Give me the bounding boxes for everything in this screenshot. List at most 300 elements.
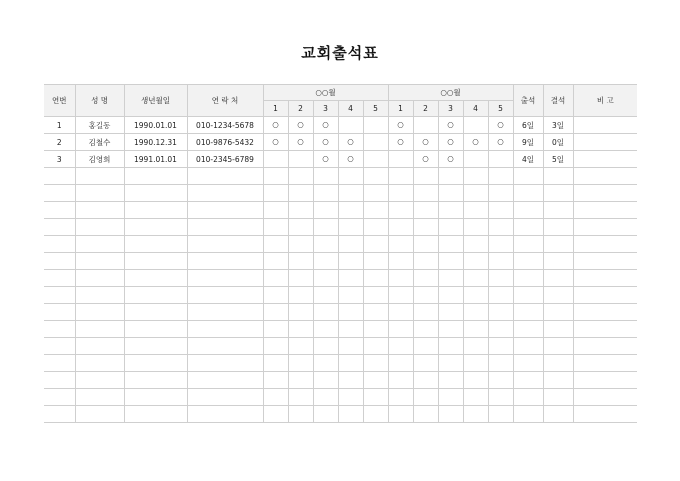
attendance-cell xyxy=(463,117,488,134)
empty-cell xyxy=(263,236,288,253)
row-contact: 010-2345-6789 xyxy=(187,151,263,168)
empty-cell xyxy=(124,287,187,304)
empty-cell xyxy=(288,185,313,202)
empty-cell xyxy=(187,219,263,236)
empty-cell xyxy=(543,168,573,185)
empty-cell xyxy=(187,304,263,321)
attendance-cell: ○ xyxy=(313,151,338,168)
empty-cell xyxy=(543,372,573,389)
empty-cell xyxy=(413,202,438,219)
empty-cell xyxy=(288,168,313,185)
header-birth: 생년월일 xyxy=(124,85,187,117)
header-note: 비 고 xyxy=(573,85,637,117)
empty-cell xyxy=(413,406,438,423)
header-day: 5 xyxy=(488,101,513,117)
empty-cell xyxy=(388,270,413,287)
empty-cell xyxy=(263,202,288,219)
empty-cell xyxy=(313,202,338,219)
empty-cell xyxy=(388,389,413,406)
empty-cell xyxy=(488,304,513,321)
attendance-cell: ○ xyxy=(263,134,288,151)
empty-cell xyxy=(513,355,543,372)
header-day: 1 xyxy=(263,101,288,117)
empty-cell xyxy=(413,253,438,270)
empty-cell xyxy=(513,338,543,355)
empty-cell xyxy=(543,219,573,236)
empty-cell xyxy=(513,219,543,236)
empty-cell xyxy=(388,219,413,236)
empty-cell xyxy=(513,253,543,270)
empty-cell xyxy=(44,287,75,304)
empty-cell xyxy=(288,355,313,372)
empty-cell xyxy=(488,338,513,355)
empty-cell xyxy=(338,338,363,355)
empty-row xyxy=(44,338,637,355)
empty-cell xyxy=(463,321,488,338)
empty-cell xyxy=(438,406,463,423)
table-row xyxy=(44,117,637,134)
empty-cell xyxy=(313,185,338,202)
empty-cell xyxy=(363,372,388,389)
empty-cell xyxy=(44,236,75,253)
empty-cell xyxy=(388,185,413,202)
empty-cell xyxy=(543,338,573,355)
empty-cell xyxy=(313,287,338,304)
empty-cell xyxy=(543,406,573,423)
empty-cell xyxy=(263,185,288,202)
empty-cell xyxy=(338,321,363,338)
empty-cell xyxy=(388,321,413,338)
empty-cell xyxy=(288,321,313,338)
empty-cell xyxy=(124,304,187,321)
empty-cell xyxy=(263,355,288,372)
empty-cell xyxy=(313,338,338,355)
empty-cell xyxy=(463,338,488,355)
empty-row xyxy=(44,185,637,202)
row-birth: 1990.12.31 xyxy=(124,134,187,151)
row-birth: 1990.01.01 xyxy=(124,117,187,134)
header-day: 4 xyxy=(463,101,488,117)
attendance-cell: ○ xyxy=(338,151,363,168)
table-row xyxy=(44,151,637,168)
empty-cell xyxy=(573,270,637,287)
empty-cell xyxy=(187,321,263,338)
empty-cell xyxy=(488,253,513,270)
empty-cell xyxy=(413,168,438,185)
empty-cell xyxy=(263,338,288,355)
empty-cell xyxy=(187,185,263,202)
empty-cell xyxy=(488,219,513,236)
empty-cell xyxy=(363,406,388,423)
table-row xyxy=(44,134,637,151)
empty-cell xyxy=(75,406,124,423)
empty-cell xyxy=(75,219,124,236)
empty-cell xyxy=(75,389,124,406)
empty-cell xyxy=(338,253,363,270)
empty-cell xyxy=(488,372,513,389)
header-absent: 결석 xyxy=(543,85,573,117)
empty-cell xyxy=(338,270,363,287)
empty-cell xyxy=(313,219,338,236)
empty-cell xyxy=(338,185,363,202)
empty-cell xyxy=(338,287,363,304)
attendance-cell: ○ xyxy=(488,117,513,134)
empty-cell xyxy=(288,304,313,321)
empty-row xyxy=(44,270,637,287)
empty-cell xyxy=(363,287,388,304)
empty-cell xyxy=(543,355,573,372)
empty-cell xyxy=(573,338,637,355)
empty-row xyxy=(44,253,637,270)
empty-cell xyxy=(543,304,573,321)
empty-cell xyxy=(488,236,513,253)
empty-cell xyxy=(263,304,288,321)
empty-cell xyxy=(75,236,124,253)
empty-cell xyxy=(124,406,187,423)
empty-cell xyxy=(388,355,413,372)
attendance-cell xyxy=(363,134,388,151)
empty-cell xyxy=(513,406,543,423)
empty-cell xyxy=(488,202,513,219)
empty-cell xyxy=(363,219,388,236)
row-birth: 1991.01.01 xyxy=(124,151,187,168)
row-no: 3 xyxy=(44,151,75,168)
empty-cell xyxy=(313,372,338,389)
empty-cell xyxy=(44,304,75,321)
empty-cell xyxy=(463,406,488,423)
attendance-cell: ○ xyxy=(438,151,463,168)
empty-cell xyxy=(543,185,573,202)
empty-cell xyxy=(438,236,463,253)
empty-row xyxy=(44,168,637,185)
attendance-cell: ○ xyxy=(288,134,313,151)
empty-cell xyxy=(288,389,313,406)
empty-cell xyxy=(513,236,543,253)
empty-cell xyxy=(288,202,313,219)
row-name: 김영희 xyxy=(75,151,124,168)
empty-cell xyxy=(187,253,263,270)
header-day: 2 xyxy=(288,101,313,117)
empty-cell xyxy=(463,389,488,406)
empty-cell xyxy=(288,406,313,423)
empty-cell xyxy=(338,202,363,219)
empty-cell xyxy=(388,236,413,253)
empty-cell xyxy=(44,253,75,270)
empty-cell xyxy=(438,185,463,202)
attendance-cell xyxy=(363,117,388,134)
empty-cell xyxy=(363,338,388,355)
empty-cell xyxy=(463,287,488,304)
empty-cell xyxy=(438,372,463,389)
empty-cell xyxy=(187,355,263,372)
empty-cell xyxy=(44,202,75,219)
empty-cell xyxy=(124,338,187,355)
empty-cell xyxy=(263,372,288,389)
empty-cell xyxy=(75,185,124,202)
empty-cell xyxy=(488,168,513,185)
empty-cell xyxy=(413,321,438,338)
empty-cell xyxy=(463,236,488,253)
header-day: 4 xyxy=(338,101,363,117)
empty-cell xyxy=(388,338,413,355)
header-row-top xyxy=(44,85,637,101)
empty-cell xyxy=(288,287,313,304)
empty-cell xyxy=(388,372,413,389)
row-note xyxy=(573,117,637,134)
empty-cell xyxy=(573,168,637,185)
attendance-cell xyxy=(388,151,413,168)
attendance-cell: ○ xyxy=(413,151,438,168)
attendance-cell xyxy=(263,151,288,168)
empty-cell xyxy=(573,355,637,372)
empty-cell xyxy=(413,304,438,321)
header-no: 연번 xyxy=(44,85,75,117)
empty-cell xyxy=(187,270,263,287)
empty-cell xyxy=(488,321,513,338)
attendance-cell xyxy=(338,117,363,134)
empty-cell xyxy=(573,372,637,389)
empty-cell xyxy=(187,406,263,423)
empty-cell xyxy=(543,287,573,304)
row-present: 9일 xyxy=(513,134,543,151)
empty-cell xyxy=(463,355,488,372)
empty-cell xyxy=(288,338,313,355)
empty-cell xyxy=(363,321,388,338)
empty-cell xyxy=(363,304,388,321)
attendance-cell: ○ xyxy=(438,117,463,134)
empty-cell xyxy=(75,372,124,389)
row-no: 1 xyxy=(44,117,75,134)
header-day: 3 xyxy=(438,101,463,117)
empty-cell xyxy=(438,219,463,236)
empty-cell xyxy=(573,219,637,236)
empty-cell xyxy=(573,406,637,423)
header-day: 1 xyxy=(388,101,413,117)
attendance-cell: ○ xyxy=(438,134,463,151)
empty-cell xyxy=(438,253,463,270)
empty-cell xyxy=(413,355,438,372)
empty-cell xyxy=(413,389,438,406)
empty-cell xyxy=(75,355,124,372)
empty-cell xyxy=(543,321,573,338)
empty-cell xyxy=(463,185,488,202)
empty-cell xyxy=(388,406,413,423)
empty-cell xyxy=(313,355,338,372)
empty-cell xyxy=(313,253,338,270)
empty-cell xyxy=(438,389,463,406)
empty-cell xyxy=(463,270,488,287)
empty-cell xyxy=(513,389,543,406)
empty-cell xyxy=(44,355,75,372)
empty-cell xyxy=(338,219,363,236)
attendance-cell: ○ xyxy=(338,134,363,151)
empty-cell xyxy=(388,168,413,185)
header-day: 5 xyxy=(363,101,388,117)
empty-cell xyxy=(543,389,573,406)
empty-cell xyxy=(463,304,488,321)
empty-cell xyxy=(338,168,363,185)
empty-row xyxy=(44,202,637,219)
empty-cell xyxy=(263,168,288,185)
empty-cell xyxy=(573,287,637,304)
empty-row xyxy=(44,287,637,304)
empty-cell xyxy=(513,185,543,202)
empty-cell xyxy=(513,270,543,287)
empty-cell xyxy=(44,406,75,423)
row-name: 홍길동 xyxy=(75,117,124,134)
empty-cell xyxy=(543,202,573,219)
header-present: 출석 xyxy=(513,85,543,117)
attendance-table xyxy=(44,84,637,423)
empty-cell xyxy=(288,253,313,270)
empty-cell xyxy=(463,168,488,185)
empty-cell xyxy=(463,372,488,389)
attendance-cell: ○ xyxy=(388,117,413,134)
empty-cell xyxy=(438,355,463,372)
empty-cell xyxy=(413,236,438,253)
empty-cell xyxy=(573,304,637,321)
empty-cell xyxy=(488,287,513,304)
row-absent: 5일 xyxy=(543,151,573,168)
attendance-cell: ○ xyxy=(288,117,313,134)
empty-cell xyxy=(288,270,313,287)
header-contact: 연 락 처 xyxy=(187,85,263,117)
empty-row xyxy=(44,389,637,406)
attendance-cell xyxy=(488,151,513,168)
empty-cell xyxy=(313,389,338,406)
empty-cell xyxy=(488,389,513,406)
empty-cell xyxy=(363,389,388,406)
empty-cell xyxy=(288,372,313,389)
empty-cell xyxy=(363,202,388,219)
row-absent: 3일 xyxy=(543,117,573,134)
row-contact: 010-1234-5678 xyxy=(187,117,263,134)
empty-cell xyxy=(413,338,438,355)
empty-cell xyxy=(44,372,75,389)
empty-cell xyxy=(75,304,124,321)
empty-cell xyxy=(488,270,513,287)
empty-cell xyxy=(438,168,463,185)
empty-cell xyxy=(363,270,388,287)
empty-cell xyxy=(75,321,124,338)
row-contact: 010-9876-5432 xyxy=(187,134,263,151)
empty-cell xyxy=(44,338,75,355)
empty-cell xyxy=(288,219,313,236)
attendance-cell: ○ xyxy=(388,134,413,151)
row-present: 4일 xyxy=(513,151,543,168)
empty-cell xyxy=(313,168,338,185)
empty-cell xyxy=(363,185,388,202)
empty-cell xyxy=(573,321,637,338)
attendance-cell xyxy=(463,151,488,168)
empty-cell xyxy=(263,321,288,338)
row-present: 6일 xyxy=(513,117,543,134)
empty-cell xyxy=(573,253,637,270)
empty-cell xyxy=(187,287,263,304)
empty-cell xyxy=(363,168,388,185)
empty-cell xyxy=(513,168,543,185)
attendance-cell: ○ xyxy=(263,117,288,134)
empty-cell xyxy=(187,236,263,253)
empty-cell xyxy=(75,287,124,304)
empty-cell xyxy=(438,202,463,219)
header-month-2: ○○월 xyxy=(388,85,513,101)
empty-cell xyxy=(263,270,288,287)
empty-cell xyxy=(413,287,438,304)
empty-cell xyxy=(124,185,187,202)
empty-row xyxy=(44,372,637,389)
empty-cell xyxy=(187,372,263,389)
empty-cell xyxy=(75,253,124,270)
row-no: 2 xyxy=(44,134,75,151)
empty-cell xyxy=(44,321,75,338)
header-day: 3 xyxy=(313,101,338,117)
empty-cell xyxy=(388,287,413,304)
empty-cell xyxy=(124,270,187,287)
empty-cell xyxy=(438,270,463,287)
empty-cell xyxy=(338,304,363,321)
row-note xyxy=(573,151,637,168)
empty-cell xyxy=(187,389,263,406)
empty-cell xyxy=(124,372,187,389)
attendance-cell: ○ xyxy=(488,134,513,151)
empty-cell xyxy=(44,185,75,202)
empty-cell xyxy=(363,253,388,270)
empty-cell xyxy=(463,219,488,236)
empty-cell xyxy=(413,185,438,202)
empty-cell xyxy=(124,253,187,270)
empty-cell xyxy=(388,253,413,270)
empty-cell xyxy=(438,287,463,304)
empty-cell xyxy=(75,168,124,185)
header-day: 2 xyxy=(413,101,438,117)
empty-cell xyxy=(388,202,413,219)
empty-cell xyxy=(313,304,338,321)
empty-row xyxy=(44,219,637,236)
empty-cell xyxy=(124,389,187,406)
empty-cell xyxy=(573,389,637,406)
empty-cell xyxy=(513,202,543,219)
empty-cell xyxy=(44,219,75,236)
empty-row xyxy=(44,304,637,321)
document-title: 교회출석표 xyxy=(301,44,379,62)
empty-cell xyxy=(338,372,363,389)
empty-cell xyxy=(438,338,463,355)
empty-cell xyxy=(338,406,363,423)
empty-cell xyxy=(288,236,313,253)
empty-cell xyxy=(44,270,75,287)
empty-cell xyxy=(543,253,573,270)
empty-cell xyxy=(124,219,187,236)
empty-cell xyxy=(124,202,187,219)
empty-cell xyxy=(513,372,543,389)
empty-cell xyxy=(263,253,288,270)
empty-cell xyxy=(513,287,543,304)
empty-cell xyxy=(438,304,463,321)
empty-cell xyxy=(388,304,413,321)
empty-cell xyxy=(413,372,438,389)
row-name: 김철수 xyxy=(75,134,124,151)
empty-cell xyxy=(513,321,543,338)
empty-row xyxy=(44,236,637,253)
attendance-cell: ○ xyxy=(413,134,438,151)
empty-cell xyxy=(338,355,363,372)
header-month-1: ○○월 xyxy=(263,85,388,101)
empty-cell xyxy=(543,270,573,287)
empty-cell xyxy=(438,321,463,338)
empty-cell xyxy=(363,355,388,372)
empty-row xyxy=(44,321,637,338)
